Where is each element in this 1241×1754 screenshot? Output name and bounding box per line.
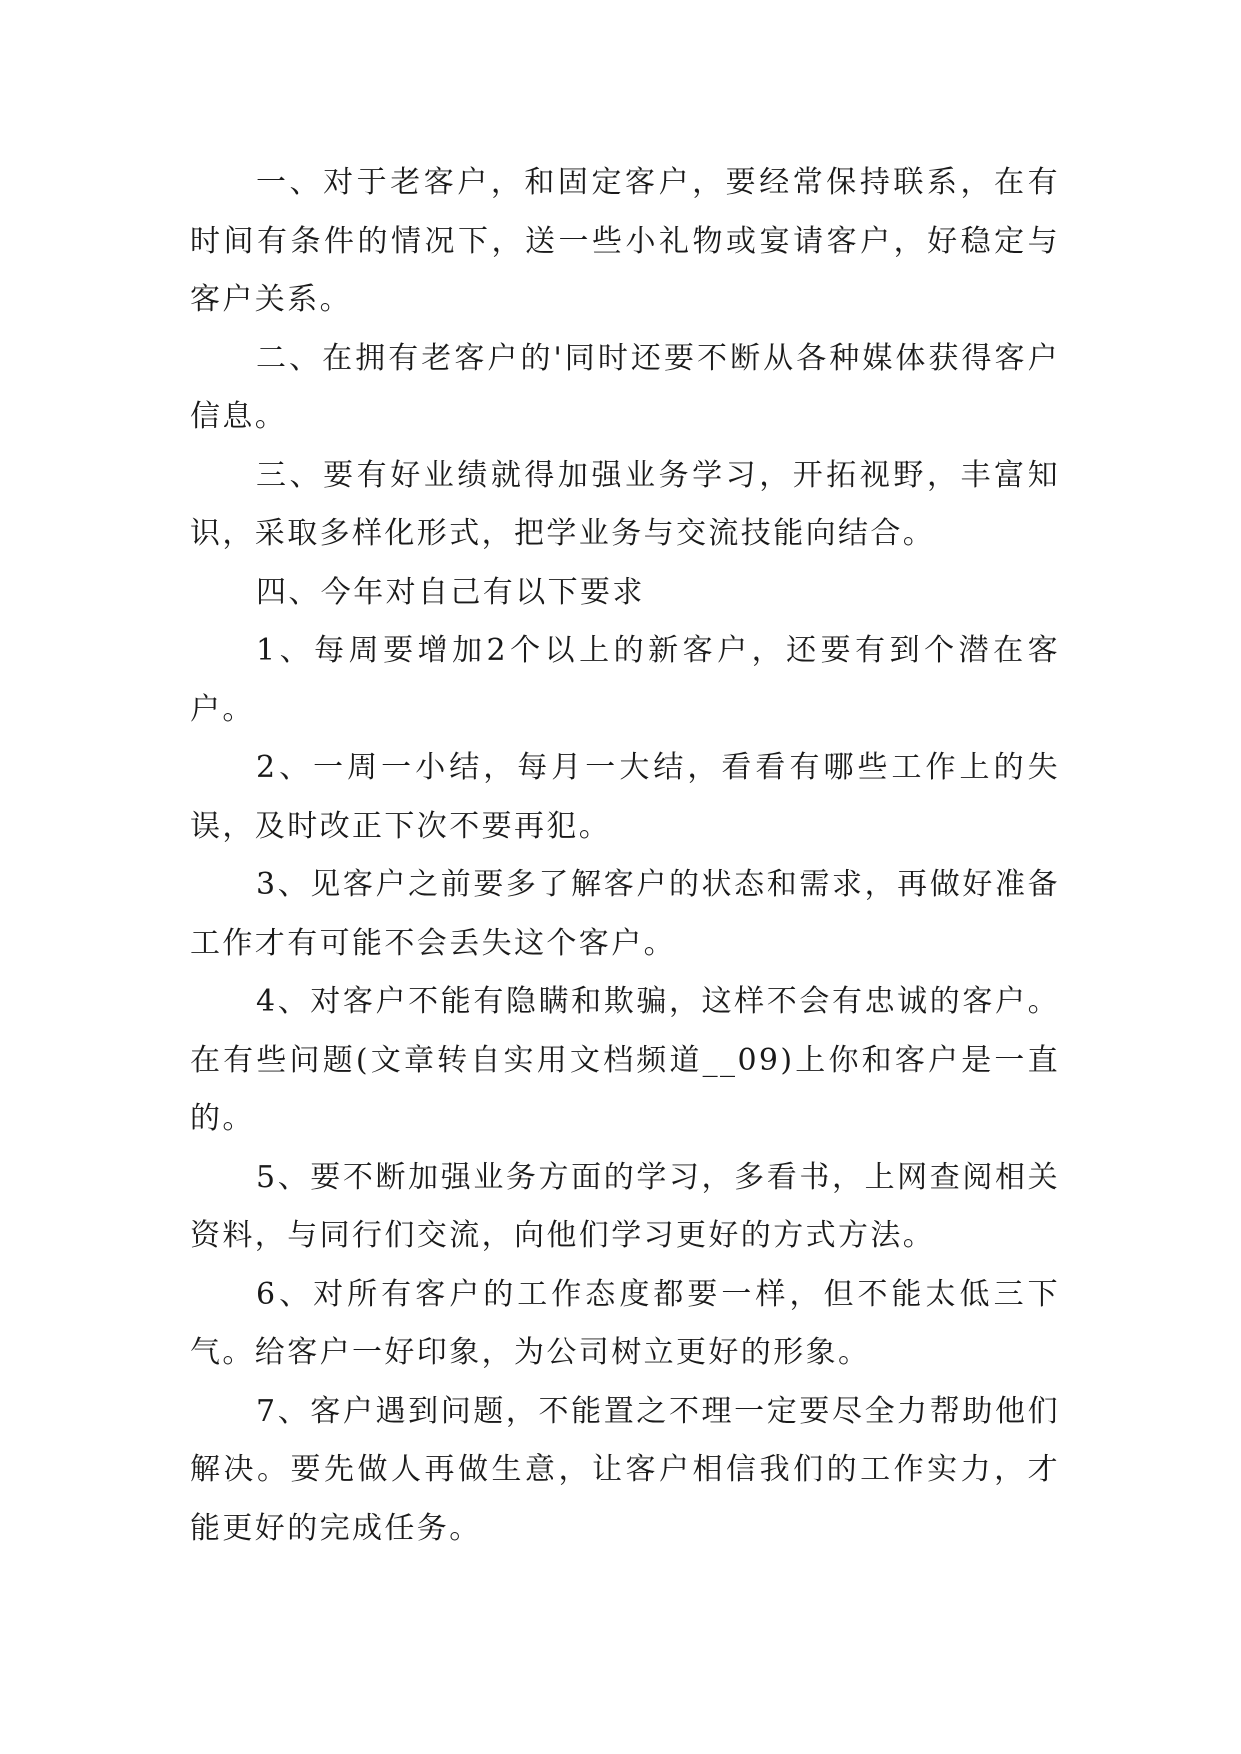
list-item-6: 6、对所有客户的工作态度都要一样，但不能太低三下气。给客户一好印象，为公司树立更好的形象。: [190, 1276, 1060, 1370]
list-item-7: 7、客户遇到问题，不能置之不理一定要尽全力帮助他们解决。要先做人再做生意，让客户相信我们的工作实力，才能更好的完成任务。: [190, 1393, 1060, 1546]
paragraph-2: 二、在拥有老客户的'同时还要不断从各种媒体获得客户信息。: [190, 340, 1060, 434]
list-item-4: 4、对客户不能有隐瞒和欺骗，这样不会有忠诚的客户。在有些问题(文章转自实用文档频道__09)上你和客户是一直的。: [190, 984, 1060, 1136]
list-item-2: 2、一周一小结，每月一大结，看看有哪些工作上的失误，及时改正下次不要再犯。: [190, 750, 1060, 844]
document-body: [190, 154, 1060, 1558]
list-item-5: 5、要不断加强业务方面的学习，多看书，上网查阅相关资料，与同行们交流，向他们学习更好的方式方法。: [190, 1159, 1060, 1253]
list-item-1: 1、每周要增加2个以上的新客户，还要有到个潜在客户。: [190, 633, 1060, 727]
paragraph-1: 一、对于老客户，和固定客户，要经常保持联系，在有时间有条件的情况下，送一些小礼物或宴请客户，好稳定与客户关系。: [190, 165, 1060, 317]
paragraph-3: 三、要有好业绩就得加强业务学习，开拓视野，丰富知识，采取多样化形式，把学业务与交流技能向结合。: [190, 457, 1060, 551]
paragraph-4: 四、今年对自己有以下要求: [256, 574, 645, 610]
list-item-3: 3、见客户之前要多了解客户的状态和需求，再做好准备工作才有可能不会丢失这个客户。: [190, 867, 1060, 961]
